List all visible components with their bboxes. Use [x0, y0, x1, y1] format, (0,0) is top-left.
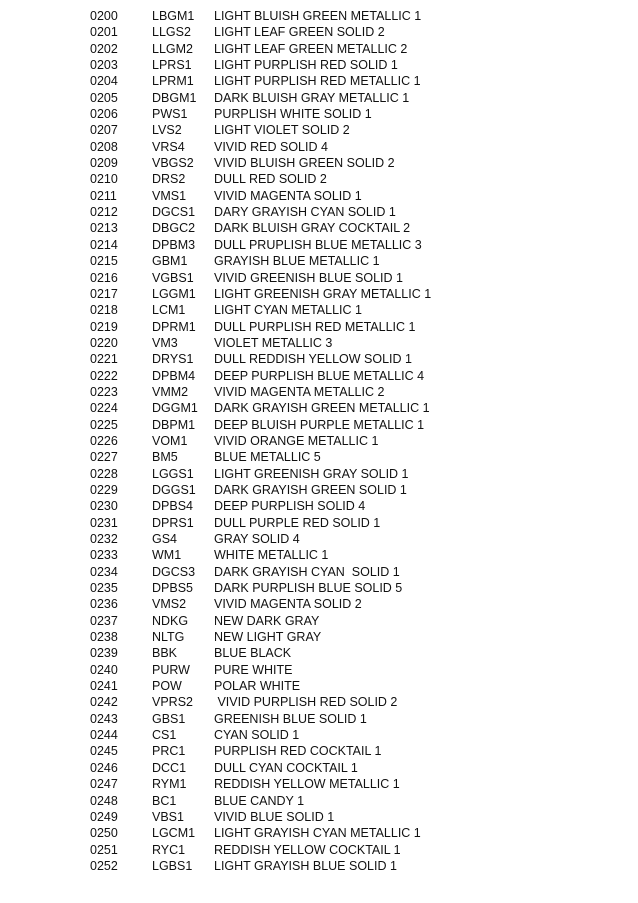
code-abbreviation: PURW — [152, 662, 190, 677]
color-description: DARK GRAYISH CYAN SOLID 1 — [214, 564, 400, 579]
color-description: DARK GRAYISH GREEN SOLID 1 — [214, 482, 407, 497]
table-row — [0, 760, 638, 776]
color-description: LIGHT CYAN METALLIC 1 — [214, 303, 362, 318]
code-number: 0200 — [90, 9, 118, 23]
color-description: LIGHT VIOLET SOLID 2 — [214, 123, 350, 138]
table-row — [0, 188, 638, 204]
code-abbreviation: DBPM1 — [152, 417, 196, 432]
table-row — [0, 90, 638, 106]
code-number: 0228 — [90, 466, 118, 481]
table-row — [0, 776, 638, 792]
color-description: VIVID RED SOLID 4 — [214, 139, 328, 154]
code-abbreviation: LLGM2 — [152, 41, 193, 56]
code-abbreviation: DCC1 — [152, 760, 187, 775]
code-number: 0209 — [90, 156, 118, 171]
code-number: 0237 — [90, 613, 118, 628]
code-abbreviation: DRS2 — [152, 172, 186, 187]
code-abbreviation: BM5 — [152, 450, 178, 465]
color-description: LIGHT PURPLISH RED METALLIC 1 — [214, 74, 421, 89]
code-number: 0221 — [90, 352, 118, 367]
table-row — [0, 449, 638, 465]
code-abbreviation: DPRS1 — [152, 515, 194, 530]
color-description: BLUE CANDY 1 — [214, 793, 305, 808]
table-row — [0, 335, 638, 351]
table-row — [0, 204, 638, 220]
code-abbreviation: BC1 — [152, 793, 177, 808]
color-description: WHITE METALLIC 1 — [214, 548, 329, 563]
color-description: VIVID BLUISH GREEN SOLID 2 — [214, 156, 395, 171]
color-description: NEW LIGHT GRAY — [214, 630, 322, 645]
code-number: 0226 — [90, 433, 118, 448]
code-abbreviation: CS1 — [152, 728, 177, 743]
code-abbreviation: DGGM1 — [152, 401, 198, 416]
table-row — [0, 564, 638, 580]
code-number: 0252 — [90, 858, 118, 873]
color-description: LIGHT PURPLISH RED SOLID 1 — [214, 58, 398, 73]
color-description: VIVID MAGENTA SOLID 2 — [214, 597, 362, 612]
table-row — [0, 368, 638, 384]
code-number: 0245 — [90, 744, 118, 759]
code-abbreviation: VBS1 — [152, 809, 184, 824]
code-abbreviation: VPRS2 — [152, 695, 193, 710]
code-abbreviation: POW — [152, 679, 182, 694]
table-row — [0, 106, 638, 122]
code-number: 0250 — [90, 826, 118, 841]
code-number: 0247 — [90, 777, 118, 792]
code-abbreviation: WM1 — [152, 548, 182, 563]
color-description: LIGHT GRAYISH CYAN METALLIC 1 — [214, 826, 421, 841]
table-row — [0, 73, 638, 89]
code-abbreviation: VBGS2 — [152, 156, 194, 171]
code-abbreviation: DBGM1 — [152, 90, 197, 105]
table-row — [0, 302, 638, 318]
code-number: 0242 — [90, 695, 118, 710]
code-abbreviation: PRC1 — [152, 744, 186, 759]
code-number: 0212 — [90, 205, 118, 220]
code-abbreviation: RYC1 — [152, 842, 186, 857]
table-row — [0, 727, 638, 743]
code-number: 0211 — [90, 188, 117, 203]
code-number: 0233 — [90, 548, 118, 563]
table-row — [0, 694, 638, 710]
table-row — [0, 220, 638, 236]
code-number: 0217 — [90, 286, 118, 301]
code-number: 0218 — [90, 303, 118, 318]
color-description: DULL REDDISH YELLOW SOLID 1 — [214, 352, 412, 367]
color-description: DULL PURPLISH RED METALLIC 1 — [214, 319, 416, 334]
table-row — [0, 384, 638, 400]
code-number: 0214 — [90, 237, 118, 252]
table-row — [0, 515, 638, 531]
color-description: DARY GRAYISH CYAN SOLID 1 — [214, 205, 396, 220]
code-abbreviation: NDKG — [152, 613, 189, 628]
color-description: GRAY SOLID 4 — [214, 532, 300, 546]
code-number: 0216 — [90, 270, 118, 285]
code-number: 0203 — [90, 58, 118, 73]
table-row — [0, 662, 638, 678]
code-number: 0224 — [90, 401, 118, 416]
color-description: NEW DARK GRAY — [214, 613, 320, 628]
code-number: 0236 — [90, 597, 118, 612]
color-description: GREENISH BLUE SOLID 1 — [214, 711, 367, 726]
color-description: LIGHT GREENISH GRAY METALLIC 1 — [214, 286, 432, 301]
code-abbreviation: VMS2 — [152, 597, 187, 612]
code-abbreviation: DPBM4 — [152, 368, 196, 383]
code-number: 0232 — [90, 532, 118, 546]
table-row — [0, 417, 638, 433]
table-row — [0, 400, 638, 416]
table-row — [0, 645, 638, 661]
code-abbreviation: BBK — [152, 646, 178, 661]
table-row — [0, 613, 638, 629]
table-row — [0, 253, 638, 269]
code-abbreviation: DPBS4 — [152, 499, 193, 514]
table-row — [0, 793, 638, 809]
table-row — [0, 155, 638, 171]
color-description: VIVID PURPLISH RED SOLID 2 — [214, 695, 398, 710]
table-row — [0, 809, 638, 825]
color-description: LIGHT LEAF GREEN METALLIC 2 — [214, 41, 408, 56]
color-description: DEEP BLUISH PURPLE METALLIC 1 — [214, 417, 425, 432]
code-number: 0204 — [90, 74, 118, 89]
code-abbreviation: VOM1 — [152, 433, 188, 448]
code-abbreviation: DPBS5 — [152, 581, 193, 596]
color-description: LIGHT LEAF GREEN SOLID 2 — [214, 25, 385, 40]
color-description: DULL PRUPLISH BLUE METALLIC 3 — [214, 237, 422, 252]
table-row — [0, 351, 638, 367]
code-number: 0206 — [90, 107, 118, 122]
table-row — [0, 433, 638, 449]
code-number: 0215 — [90, 254, 118, 269]
code-number: 0248 — [90, 793, 118, 808]
color-description: DULL CYAN COCKTAIL 1 — [214, 760, 358, 775]
code-abbreviation: VM3 — [152, 335, 178, 350]
table-row — [0, 237, 638, 253]
code-abbreviation: GBS1 — [152, 711, 186, 726]
color-description: PURPLISH RED COCKTAIL 1 — [214, 744, 382, 759]
table-row — [0, 57, 638, 73]
code-abbreviation: LGBS1 — [152, 858, 193, 873]
code-abbreviation: GS4 — [152, 532, 178, 546]
code-number: 0249 — [90, 809, 118, 824]
code-number: 0208 — [90, 139, 118, 154]
color-description: DULL RED SOLID 2 — [214, 172, 327, 187]
color-description: LIGHT GREENISH GRAY SOLID 1 — [214, 466, 409, 481]
code-abbreviation: LBGM1 — [152, 9, 195, 23]
color-description: DARK PURPLISH BLUE SOLID 5 — [214, 581, 403, 596]
table-row — [0, 842, 638, 858]
code-number: 0223 — [90, 384, 118, 399]
color-code-list — [0, 8, 638, 874]
color-description: CYAN SOLID 1 — [214, 728, 300, 743]
code-abbreviation: DRYS1 — [152, 352, 194, 367]
code-abbreviation: GBM1 — [152, 254, 188, 269]
table-row — [0, 319, 638, 335]
code-abbreviation: DBGC2 — [152, 221, 196, 236]
table-row — [0, 139, 638, 155]
color-description: VIVID BLUE SOLID 1 — [214, 809, 335, 824]
code-number: 0230 — [90, 499, 118, 514]
code-abbreviation: LVS2 — [152, 123, 182, 138]
color-description: BLUE METALLIC 5 — [214, 450, 321, 465]
table-row — [0, 596, 638, 612]
code-abbreviation: DPRM1 — [152, 319, 196, 334]
code-abbreviation: DGCS1 — [152, 205, 196, 220]
code-number: 0202 — [90, 41, 118, 56]
color-description: DARK GRAYISH GREEN METALLIC 1 — [214, 401, 430, 416]
table-row — [0, 482, 638, 498]
table-row — [0, 24, 638, 40]
color-description: BLUE BLACK — [214, 646, 292, 661]
table-row — [0, 41, 638, 57]
code-abbreviation: LCM1 — [152, 303, 186, 318]
color-description: REDDISH YELLOW METALLIC 1 — [214, 777, 400, 792]
code-abbreviation: LLGS2 — [152, 25, 191, 40]
color-description: POLAR WHITE — [214, 679, 301, 694]
code-abbreviation: DGCS3 — [152, 564, 196, 579]
code-number: 0244 — [90, 728, 118, 743]
table-row — [0, 678, 638, 694]
table-row — [0, 8, 638, 24]
code-abbreviation: LGGS1 — [152, 466, 194, 481]
code-abbreviation: NLTG — [152, 630, 185, 645]
code-abbreviation: VRS4 — [152, 139, 185, 154]
color-description: DARK BLUISH GRAY METALLIC 1 — [214, 90, 410, 105]
color-description: DEEP PURPLISH BLUE METALLIC 4 — [214, 368, 425, 383]
color-description: VIVID MAGENTA SOLID 1 — [214, 188, 362, 203]
code-number: 0227 — [90, 450, 118, 465]
code-number: 0213 — [90, 221, 118, 236]
table-row — [0, 286, 638, 302]
table-row — [0, 498, 638, 514]
code-abbreviation: RYM1 — [152, 777, 187, 792]
code-abbreviation: LPRS1 — [152, 58, 192, 73]
color-description: PURE WHITE — [214, 662, 293, 677]
code-number: 0220 — [90, 335, 118, 350]
color-description: LIGHT BLUISH GREEN METALLIC 1 — [214, 9, 422, 23]
code-number: 0210 — [90, 172, 118, 187]
color-description: GRAYISH BLUE METALLIC 1 — [214, 254, 380, 269]
code-number: 0231 — [90, 515, 118, 530]
code-abbreviation: LPRM1 — [152, 74, 194, 89]
code-abbreviation: DPBM3 — [152, 237, 196, 252]
code-number: 0239 — [90, 646, 118, 661]
code-number: 0207 — [90, 123, 118, 138]
table-row — [0, 171, 638, 187]
code-number: 0240 — [90, 662, 118, 677]
code-number: 0201 — [90, 25, 118, 40]
color-description: DARK BLUISH GRAY COCKTAIL 2 — [214, 221, 411, 236]
code-abbreviation: DGGS1 — [152, 482, 196, 497]
table-row — [0, 711, 638, 727]
code-number: 0234 — [90, 564, 118, 579]
color-description: LIGHT GRAYISH BLUE SOLID 1 — [214, 858, 397, 873]
code-number: 0246 — [90, 760, 118, 775]
color-description: VIVID ORANGE METALLIC 1 — [214, 433, 379, 448]
color-description: VIOLET METALLIC 3 — [214, 335, 333, 350]
table-row — [0, 825, 638, 841]
code-number: 0225 — [90, 417, 118, 432]
table-row — [0, 122, 638, 138]
code-abbreviation: LGGM1 — [152, 286, 196, 301]
color-description: VIVID GREENISH BLUE SOLID 1 — [214, 270, 403, 285]
code-number: 0251 — [90, 842, 118, 857]
code-number: 0229 — [90, 482, 118, 497]
color-description: DULL PURPLE RED SOLID 1 — [214, 515, 381, 530]
color-description: DEEP PURPLISH SOLID 4 — [214, 499, 366, 514]
code-abbreviation: LGCM1 — [152, 826, 196, 841]
code-abbreviation: VMS1 — [152, 188, 187, 203]
code-number: 0238 — [90, 630, 118, 645]
code-number: 0241 — [90, 679, 118, 694]
code-number: 0235 — [90, 581, 118, 596]
table-row — [0, 531, 638, 547]
table-row — [0, 466, 638, 482]
color-description: REDDISH YELLOW COCKTAIL 1 — [214, 842, 401, 857]
color-description: VIVID MAGENTA METALLIC 2 — [214, 384, 385, 399]
table-row — [0, 629, 638, 645]
code-number: 0205 — [90, 90, 118, 105]
code-number: 0219 — [90, 319, 118, 334]
table-row — [0, 547, 638, 563]
code-abbreviation: VMM2 — [152, 384, 189, 399]
code-abbreviation: PWS1 — [152, 107, 188, 122]
code-number: 0222 — [90, 368, 118, 383]
table-row — [0, 858, 638, 874]
code-number: 0243 — [90, 711, 118, 726]
code-abbreviation: VGBS1 — [152, 270, 194, 285]
table-row — [0, 270, 638, 286]
table-row — [0, 743, 638, 759]
color-description: PURPLISH WHITE SOLID 1 — [214, 107, 372, 122]
table-row — [0, 580, 638, 596]
